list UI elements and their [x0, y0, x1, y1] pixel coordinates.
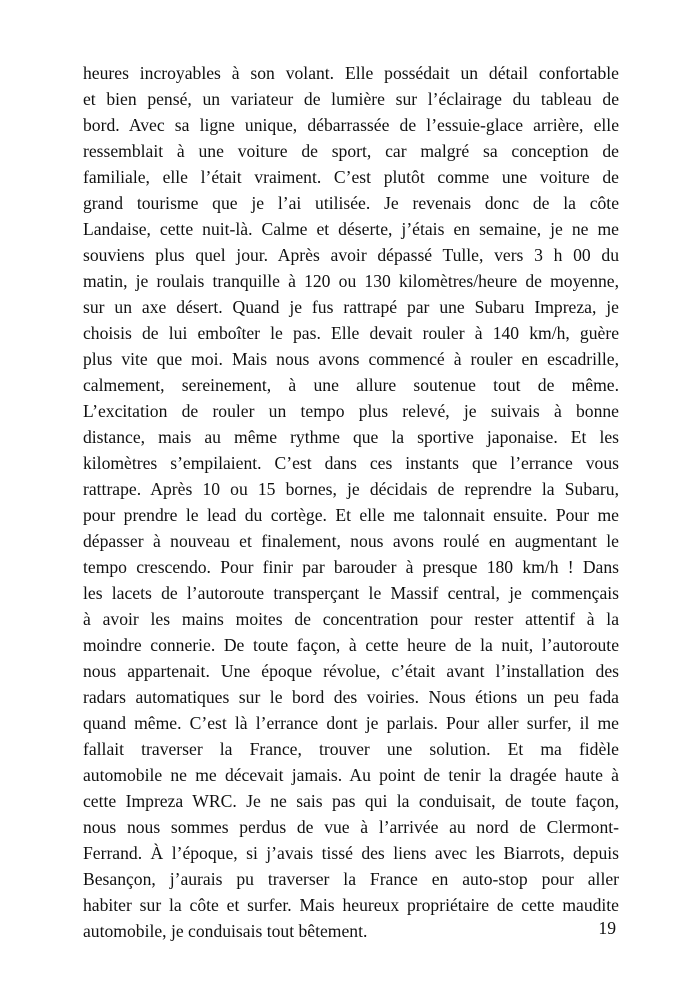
text-line: et bien pensé, un variateur de lumière sur l’éclairage du tableau de [83, 89, 619, 109]
text-line: calmement, sereinement, à une allure soutenue tout de même. [83, 375, 619, 395]
text-line: nous appartenait. Une époque révolue, c’était avant l’installation des [83, 661, 619, 681]
text-line-last: automobile, je conduisais tout bêtement. [83, 921, 368, 941]
text-line: kilomètres s’empilaient. C’est dans ces instants que l’errance vous [83, 453, 619, 473]
text-line: distance, mais au même rythme que la sportive japonaise. Et les [83, 427, 619, 447]
text-line: sur un axe désert. Quand je fus rattrapé par une Subaru Impreza, je [83, 297, 619, 317]
text-line: Landaise, cette nuit-là. Calme et déserte, j’étais en semaine, je ne me [83, 219, 619, 239]
text-line: fallait traverser la France, trouver une solution. Et ma fidèle [83, 739, 619, 759]
text-line: habiter sur la côte et surfer. Mais heureux propriétaire de cette maudite [83, 895, 619, 915]
text-line: grand tourisme que je l’ai utilisée. Je revenais donc de la côte [83, 193, 619, 213]
page-number: 19 [598, 918, 616, 938]
text-line: moindre connerie. De toute façon, à cette heure de la nuit, l’autoroute [83, 635, 619, 655]
text-line: automobile ne me décevait jamais. Au point de tenir la dragée haute à [83, 765, 619, 785]
text-line: quand même. C’est là l’errance dont je parlais. Pour aller surfer, il me [83, 713, 619, 733]
text-line: dépasser à nouveau et finalement, nous avons roulé en augmentant le [83, 531, 619, 551]
text-line: L’excitation de rouler un tempo plus relevé, je suivais à bonne [83, 401, 619, 421]
text-line: choisis de lui emboîter le pas. Elle devait rouler à 140 km/h, guère [83, 323, 619, 343]
text-line: souviens plus quel jour. Après avoir dépassé Tulle, vers 3 h 00 du [83, 245, 619, 265]
text-line: matin, je roulais tranquille à 120 ou 130 kilomètres/heure de moyenne, [83, 271, 619, 291]
text-line: heures incroyables à son volant. Elle possédait un détail confortable [83, 63, 619, 83]
text-line: nous nous sommes perdus de vue à l’arrivée au nord de Clermont- [83, 817, 619, 837]
text-line: les lacets de l’autoroute transperçant le Massif central, je commençais [83, 583, 619, 603]
text-line: Besançon, j’aurais pu traverser la France en auto-stop pour aller [83, 869, 619, 889]
text-line: bord. Avec sa ligne unique, débarrassée de l’essuie-glace arrière, elle [83, 115, 619, 135]
text-line: tempo crescendo. Pour finir par barouder à presque 180 km/h ! Dans [83, 557, 619, 577]
text-line: ressemblait à une voiture de sport, car malgré sa conception de [83, 141, 619, 161]
text-line: rattrape. Après 10 ou 15 bornes, je décidais de reprendre la Subaru, [83, 479, 619, 499]
text-line: pour prendre le lead du cortège. Et elle me talonnait ensuite. Pour me [83, 505, 619, 525]
text-line: cette Impreza WRC. Je ne sais pas qui la conduisait, de toute façon, [83, 791, 619, 811]
text-line: Ferrand. À l’époque, si j’avais tissé des liens avec les Biarrots, depuis [83, 843, 619, 863]
text-line: radars automatiques sur le bord des voiries. Nous étions un peu fada [83, 687, 619, 707]
text-line: à avoir les mains moites de concentration pour rester attentif à la [83, 609, 619, 629]
body-paragraph [83, 60, 619, 944]
text-line: plus vite que moi. Mais nous avons commencé à rouler en escadrille, [83, 349, 619, 369]
text-line: familiale, elle l’était vraiment. C’est plutôt comme une voiture de [83, 167, 619, 187]
